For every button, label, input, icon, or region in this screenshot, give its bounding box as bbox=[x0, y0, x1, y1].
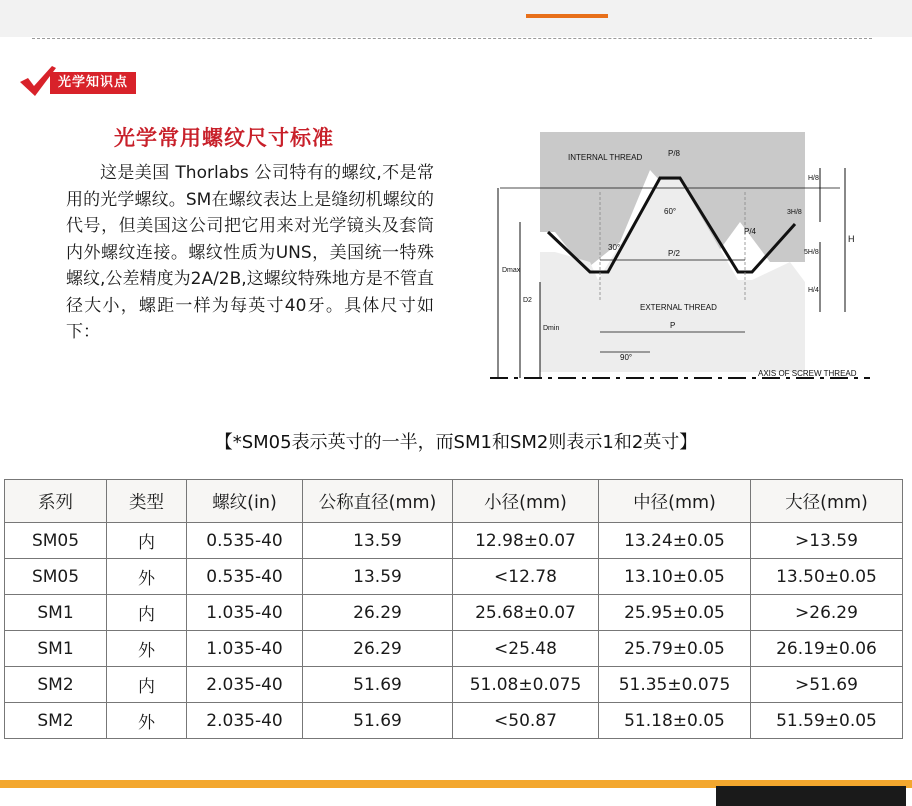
label-p8: P/8 bbox=[668, 149, 681, 158]
table-row bbox=[5, 559, 903, 595]
table-cell: <50.87 bbox=[453, 703, 599, 739]
table-cell: 51.18±0.05 bbox=[599, 703, 751, 739]
table-cell: 51.69 bbox=[303, 703, 453, 739]
label-60: 60° bbox=[664, 207, 677, 216]
table-cell: 25.79±0.05 bbox=[599, 631, 751, 667]
label-p2: P/2 bbox=[668, 249, 681, 258]
label-external-thread: EXTERNAL THREAD bbox=[640, 303, 717, 312]
table-cell: 0.535-40 bbox=[187, 523, 303, 559]
table-cell: >51.69 bbox=[751, 667, 903, 703]
header-cell: 小径(mm) bbox=[453, 480, 599, 523]
table-cell: 1.035-40 bbox=[187, 631, 303, 667]
thread-diagram bbox=[490, 132, 870, 390]
header-cell: 系列 bbox=[5, 480, 107, 523]
table-row bbox=[5, 523, 903, 559]
table-row bbox=[5, 703, 903, 739]
header-cell: 公称直径(mm) bbox=[303, 480, 453, 523]
table-cell: 12.98±0.07 bbox=[453, 523, 599, 559]
section-title: 光学常用螺纹尺寸标准 bbox=[114, 126, 334, 150]
bottom-dark-block bbox=[716, 786, 906, 806]
label-h: H bbox=[848, 234, 855, 244]
table-cell: 内 bbox=[107, 523, 187, 559]
header-cell: 大径(mm) bbox=[751, 480, 903, 523]
label-internal-thread: INTERNAL THREAD bbox=[568, 153, 643, 162]
label-3h8: 3H/8 bbox=[787, 209, 802, 216]
label-d2: D2 bbox=[523, 297, 532, 304]
table-cell: 51.08±0.075 bbox=[453, 667, 599, 703]
label-90: 90° bbox=[620, 353, 633, 362]
table-cell: 13.59 bbox=[303, 523, 453, 559]
label-30: 30° bbox=[608, 243, 621, 252]
label-h8: H/8 bbox=[808, 175, 819, 182]
table-cell: >26.29 bbox=[751, 595, 903, 631]
size-note: 【*SM05表示英寸的一半，而SM1和SM2则表示1和2英寸】 bbox=[214, 432, 698, 453]
intro-paragraph: 这是美国 Thorlabs 公司特有的螺纹,不是常用的光学螺纹。SM在螺纹表达上是缝纫机螺纹的代号，但美国这公司把它用来对光学镜头及套筒内外螺纹连接。螺纹性质为UNS，美国统一特殊螺纹,公差精度为2A/2B,这螺纹特殊地方是不管直径大小，螺距一样为每英寸40牙。具体尺寸如下： bbox=[66, 163, 434, 342]
thread-spec-table bbox=[4, 479, 903, 739]
header-cell: 螺纹(in) bbox=[187, 480, 303, 523]
table-cell: 外 bbox=[107, 631, 187, 667]
table-cell: 25.95±0.05 bbox=[599, 595, 751, 631]
label-p4: P/4 bbox=[744, 227, 757, 236]
table-cell: 26.29 bbox=[303, 631, 453, 667]
table-cell: <12.78 bbox=[453, 559, 599, 595]
table-cell: 26.19±0.06 bbox=[751, 631, 903, 667]
table-cell: 51.35±0.075 bbox=[599, 667, 751, 703]
label-dmin: Dmin bbox=[543, 325, 560, 332]
table-cell: 2.035-40 bbox=[187, 667, 303, 703]
badge-label: 光学知识点 bbox=[50, 72, 136, 94]
table-cell: 51.59±0.05 bbox=[751, 703, 903, 739]
table-cell: 外 bbox=[107, 559, 187, 595]
tab-1[interactable] bbox=[64, 0, 73, 19]
table-cell: 0.535-40 bbox=[187, 559, 303, 595]
table-cell: 51.69 bbox=[303, 667, 453, 703]
dashed-divider bbox=[32, 38, 872, 39]
table-cell: 2.035-40 bbox=[187, 703, 303, 739]
label-axis: AXIS OF SCREW THREAD bbox=[758, 369, 857, 378]
table-row bbox=[5, 595, 903, 631]
table-cell: 13.50±0.05 bbox=[751, 559, 903, 595]
table-header-row bbox=[5, 480, 903, 523]
table-cell: 13.59 bbox=[303, 559, 453, 595]
header-cell: 中径(mm) bbox=[599, 480, 751, 523]
table-cell: 内 bbox=[107, 667, 187, 703]
table-cell: 内 bbox=[107, 595, 187, 631]
label-dmax: Dmax bbox=[502, 267, 521, 274]
table-cell: SM05 bbox=[5, 523, 107, 559]
label-h4: H/4 bbox=[808, 287, 819, 294]
top-tab-strip bbox=[0, 0, 912, 37]
active-tab-underline bbox=[526, 14, 608, 18]
header-cell: 类型 bbox=[107, 480, 187, 523]
table-cell: 1.035-40 bbox=[187, 595, 303, 631]
table-row bbox=[5, 631, 903, 667]
label-5h8: 5H/8 bbox=[804, 249, 819, 256]
label-p: P bbox=[670, 321, 676, 330]
table-cell: 13.24±0.05 bbox=[599, 523, 751, 559]
section-badge bbox=[18, 64, 153, 96]
table-cell: SM05 bbox=[5, 559, 107, 595]
table-cell: >13.59 bbox=[751, 523, 903, 559]
table-cell: SM2 bbox=[5, 667, 107, 703]
table-cell: SM2 bbox=[5, 703, 107, 739]
table-row bbox=[5, 667, 903, 703]
table-cell: 26.29 bbox=[303, 595, 453, 631]
table-cell: 外 bbox=[107, 703, 187, 739]
table-cell: <25.48 bbox=[453, 631, 599, 667]
table-cell: SM1 bbox=[5, 631, 107, 667]
table-cell: 13.10±0.05 bbox=[599, 559, 751, 595]
table-cell: SM1 bbox=[5, 595, 107, 631]
table-cell: 25.68±0.07 bbox=[453, 595, 599, 631]
